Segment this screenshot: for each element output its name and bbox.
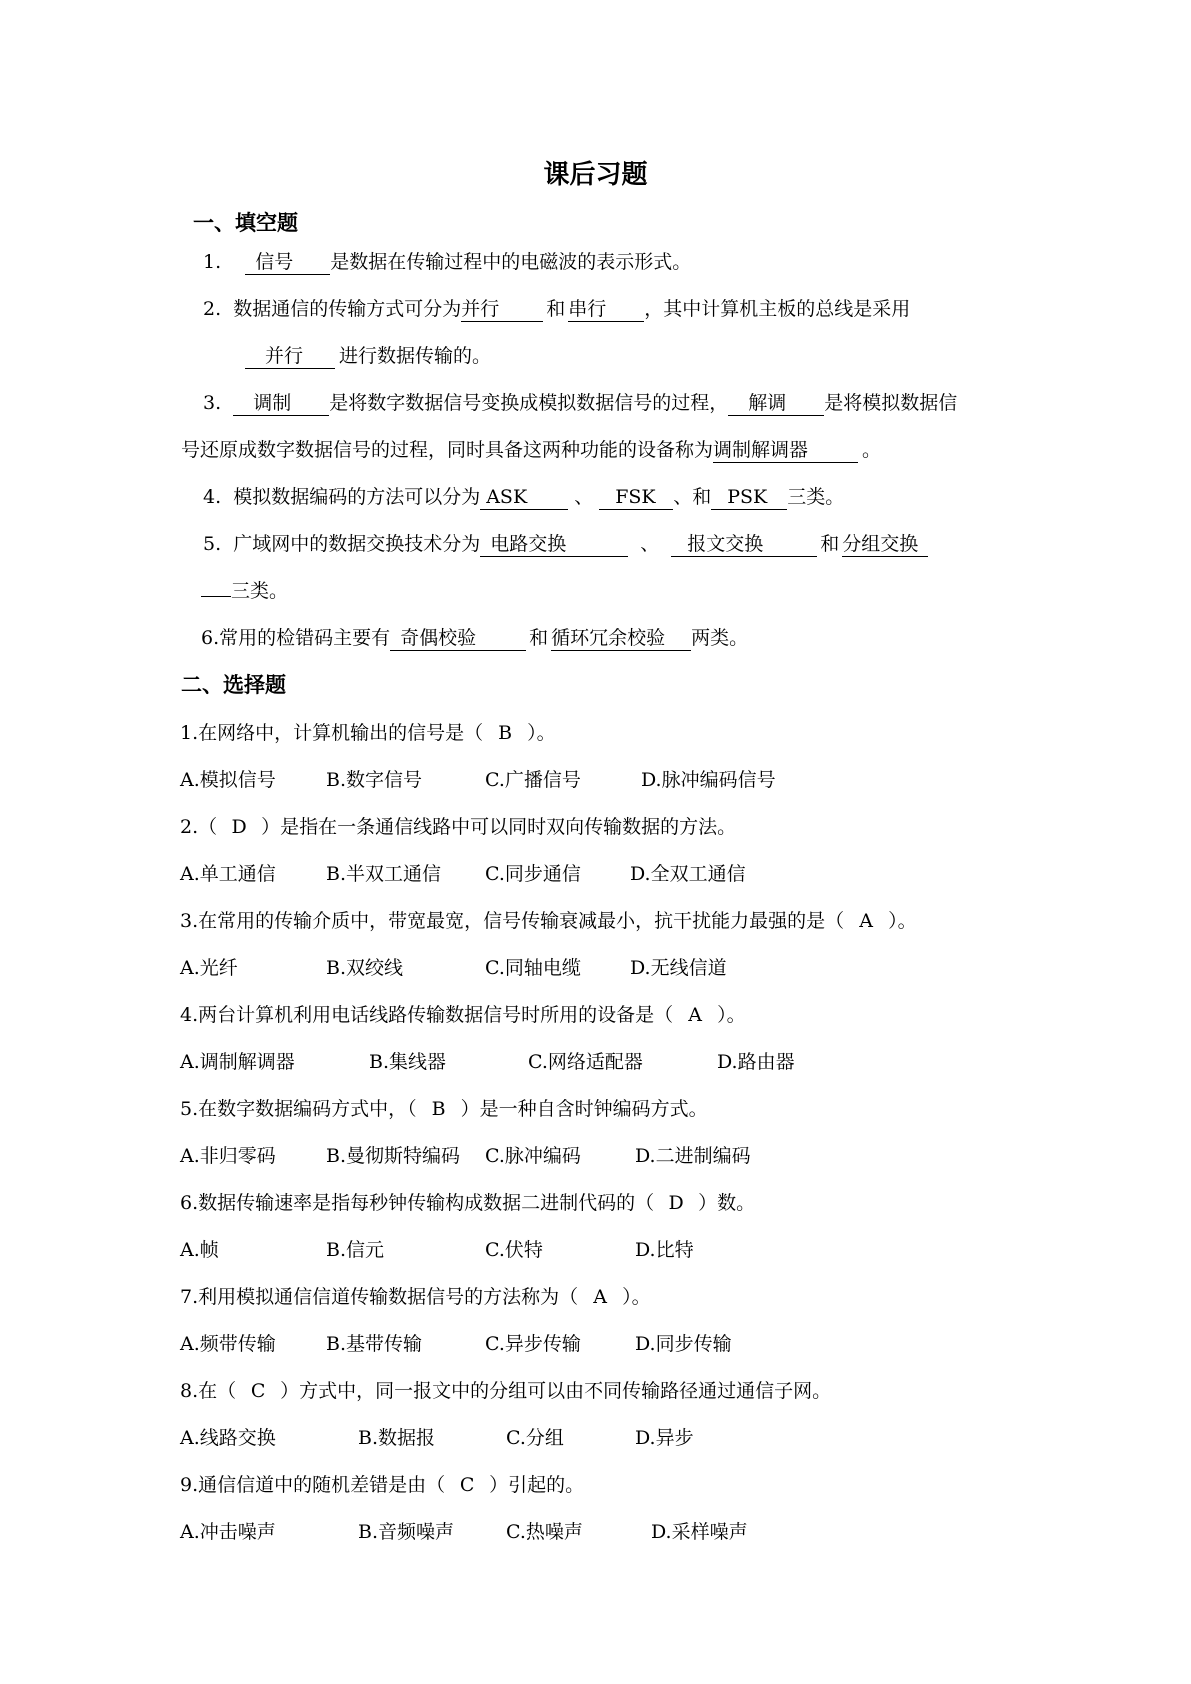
answer-blank: 串行 [568, 297, 644, 322]
option-b: B.半双工通信 [326, 863, 442, 885]
question-text: 进行数据传输的。 [339, 345, 492, 367]
choice-question-1 [180, 719, 556, 747]
question-stem-end: ）。 [888, 910, 917, 932]
page-title: 课后习题 [543, 160, 648, 190]
fill-question-6 [201, 624, 748, 652]
option-a: A.非归零码 [180, 1145, 276, 1167]
answer-blank: 调制 [233, 391, 329, 416]
answer-letter: A [859, 910, 873, 932]
fill-question-2-line-2 [245, 342, 491, 370]
question-stem: 7.利用模拟通信信道传输数据信号的方法称为（ [180, 1286, 579, 1308]
question-stem-end: ）方式中，同一报文中的分组可以由不同传输路径通过通信子网。 [280, 1380, 832, 1402]
question-text: 、 [574, 486, 594, 508]
question-text: 数据通信的传输方式可分为 [233, 298, 462, 320]
option-b: B.基带传输 [326, 1333, 423, 1355]
question-stem: 4.两台计算机利用电话线路传输数据信号时所用的设备是（ [180, 1004, 674, 1026]
option-c: C.伏特 [485, 1239, 543, 1261]
question-number: 1. [203, 251, 222, 273]
question-stem-end: ）数。 [698, 1192, 756, 1214]
answer-letter: C [250, 1380, 266, 1402]
fill-question-3-line-1 [203, 389, 957, 417]
option-a: A.线路交换 [180, 1427, 276, 1449]
answer-blank: FSK [599, 485, 673, 510]
question-text: 是数据在传输过程中的电磁波的表示形式。 [330, 251, 692, 273]
question-number: 2. [203, 298, 222, 320]
choice-question-3 [180, 907, 917, 935]
option-c: C.广播信号 [485, 769, 581, 791]
option-b: B.曼彻斯特编码 [326, 1145, 461, 1167]
answer-letter: A [593, 1286, 607, 1308]
option-c: C.热噪声 [506, 1521, 583, 1543]
option-d: D.二进制编码 [635, 1145, 751, 1167]
choice-question-6 [180, 1189, 755, 1217]
question-text: 两类。 [691, 627, 749, 649]
question-text: 和 [820, 533, 840, 555]
question-text: 是将数字数据信号变换成模拟数据信号的过程， [329, 392, 729, 414]
question-text: ，其中计算机主板的总线是采用 [644, 298, 911, 320]
fill-question-3-line-2 [181, 436, 881, 464]
question-stem-end: ）是指在一条通信线路中可以同时双向传输数据的方法。 [261, 816, 737, 838]
question-text: 和 [546, 298, 566, 320]
option-a: A.光纤 [180, 957, 238, 979]
option-a: A.调制解调器 [180, 1051, 295, 1073]
answer-blank: 解调 [728, 391, 824, 416]
choice-question-4 [180, 1001, 746, 1029]
answer-blank: 电路交换 [480, 532, 628, 557]
fill-question-2-line-1 [203, 295, 910, 323]
option-a: A.帧 [180, 1239, 219, 1261]
option-b: B.信元 [326, 1239, 385, 1261]
option-b: B.数字信号 [326, 769, 423, 791]
option-a: A.单工通信 [180, 863, 276, 885]
question-stem: 1.在网络中，计算机输出的信号是（ [180, 722, 484, 744]
answer-letter: A [688, 1004, 702, 1026]
choice-question-5 [180, 1095, 708, 1123]
option-b: B.双绞线 [326, 957, 404, 979]
option-c: C.同轴电缆 [485, 957, 581, 979]
section-heading-multiple-choice: 二、选择题 [181, 673, 286, 697]
question-stem: 5.在数字数据编码方式中，（ [180, 1098, 417, 1120]
option-d: D.全双工通信 [630, 863, 746, 885]
option-a: A.频带传输 [180, 1333, 276, 1355]
question-stem-end: ）。 [527, 722, 556, 744]
option-c: C.分组 [506, 1427, 564, 1449]
fill-question-1 [203, 248, 691, 276]
option-c: C.异步传输 [485, 1333, 581, 1355]
question-text: 号还原成数字数据信号的过程，同时具备这两种功能的设备称为 [181, 439, 714, 461]
fill-question-5-line-2 [201, 577, 288, 605]
question-stem: 6.数据传输速率是指每秒钟传输构成数据二进制代码的（ [180, 1192, 655, 1214]
answer-letter: B [431, 1098, 446, 1120]
question-number: 3. [203, 392, 222, 414]
question-stem-end: ）。 [717, 1004, 746, 1026]
option-d: D.同步传输 [635, 1333, 732, 1355]
answer-letter: B [498, 722, 513, 744]
answer-letter: D [668, 1192, 684, 1214]
answer-blank: 奇偶校验 [390, 626, 526, 651]
question-text: 模拟数据编码的方法可以分为 [233, 486, 481, 508]
question-text: 广域网中的数据交换技术分为 [233, 533, 481, 555]
option-d: D.采样噪声 [651, 1521, 748, 1543]
answer-blank: 循环冗余校验 [551, 626, 691, 651]
option-a: A.模拟信号 [180, 769, 276, 791]
option-d: D.路由器 [717, 1051, 795, 1073]
question-stem-end: ）引起的。 [489, 1474, 585, 1496]
option-a: A.冲击噪声 [180, 1521, 276, 1543]
option-d: D.脉冲编码信号 [641, 769, 776, 791]
answer-blank: 调制解调器 [713, 438, 858, 463]
question-text: 6.常用的检错码主要有 [201, 627, 391, 649]
question-text: 是将模拟数据信 [824, 392, 958, 414]
question-text: 、 [640, 533, 660, 555]
option-b: B.集线器 [369, 1051, 447, 1073]
option-c: C.网络适配器 [528, 1051, 643, 1073]
answer-blank: PSK [711, 485, 787, 510]
question-stem: 8.在（ [180, 1380, 237, 1402]
answer-blank: 并行 [461, 297, 543, 322]
question-number: 5. [203, 533, 222, 555]
question-stem-end: ）。 [622, 1286, 651, 1308]
question-stem: 3.在常用的传输介质中，带宽最宽，信号传输衰减最小，抗干扰能力最强的是（ [180, 910, 845, 932]
question-text: 三类。 [787, 486, 845, 508]
choice-question-8 [180, 1377, 831, 1405]
question-text: 三类。 [231, 580, 289, 602]
answer-blank: 信号 [245, 250, 330, 275]
question-number: 4. [203, 486, 222, 508]
question-text: 、和 [673, 486, 712, 508]
option-b: B.数据报 [358, 1427, 436, 1449]
answer-blank: 分组交换 [842, 532, 928, 557]
answer-blank: 报文交换 [671, 532, 817, 557]
section-heading-fill-in: 一、填空题 [193, 211, 298, 235]
option-c: C.脉冲编码 [485, 1145, 581, 1167]
answer-letter: C [459, 1474, 475, 1496]
option-d: D.无线信道 [630, 957, 727, 979]
choice-question-2 [180, 813, 736, 841]
fill-question-5-line-1 [203, 530, 928, 558]
question-stem: 2.（ [180, 816, 218, 838]
question-text: 和 [529, 627, 549, 649]
question-stem-end: ）是一种自含时钟编码方式。 [460, 1098, 708, 1120]
option-c: C.同步通信 [485, 863, 581, 885]
answer-letter: D [231, 816, 247, 838]
option-d: D.异步 [635, 1427, 694, 1449]
choice-question-9 [180, 1471, 584, 1499]
fill-question-4 [203, 483, 844, 511]
answer-blank: ASK [480, 485, 568, 510]
option-d: D.比特 [635, 1239, 694, 1261]
question-stem: 9.通信信道中的随机差错是由（ [180, 1474, 446, 1496]
choice-question-7 [180, 1283, 651, 1311]
question-text: 。 [862, 439, 882, 461]
option-b: B.音频噪声 [358, 1521, 455, 1543]
answer-blank: 并行 [245, 344, 335, 369]
answer-blank-continuation [201, 596, 231, 597]
